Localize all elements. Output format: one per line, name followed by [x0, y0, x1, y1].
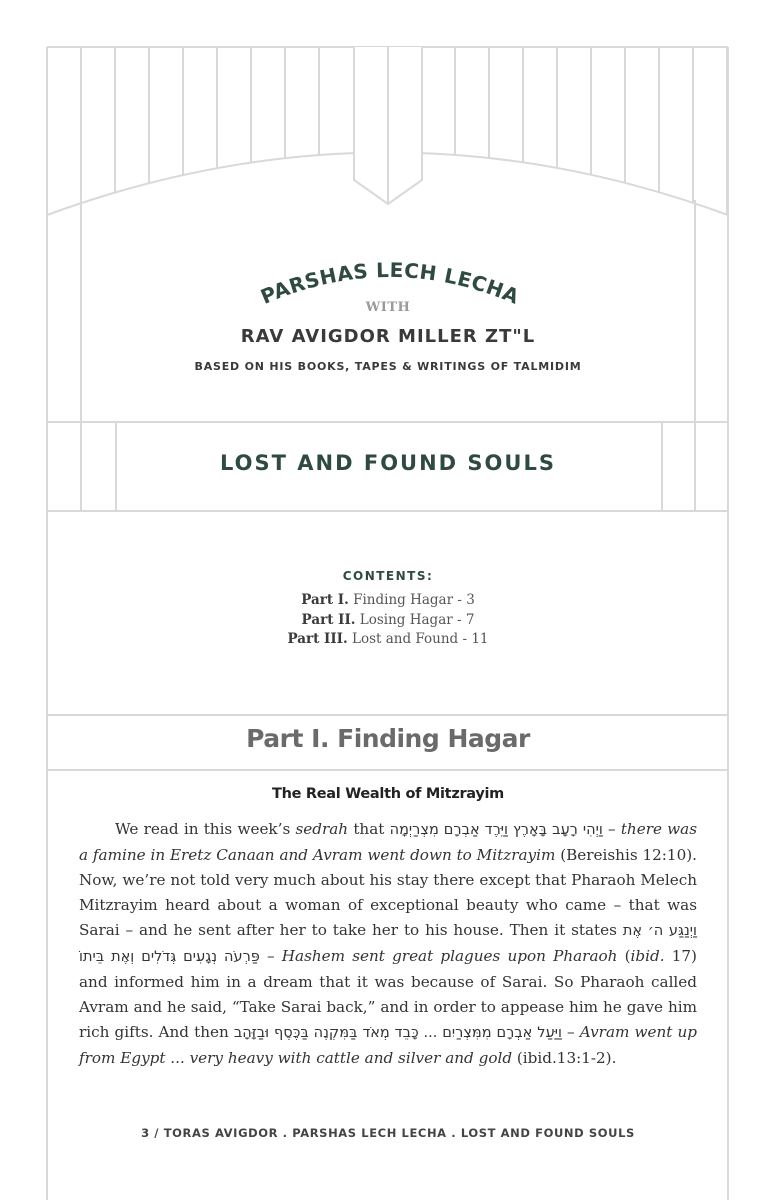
toc-name: Lost and Found: [351, 631, 459, 647]
toc-page: 11: [471, 631, 489, 647]
parsha-title: PARSHAS LECH LECHA: [257, 257, 523, 309]
section-subheading: The Real Wealth of Mitzrayim: [272, 786, 504, 802]
part-heading: Part I. Finding Hagar: [246, 724, 530, 753]
toc-name: Finding Hagar: [353, 592, 454, 608]
toc-part: Part II.: [301, 611, 356, 628]
toc-page: 7: [465, 611, 475, 628]
toc-part: Part I.: [301, 592, 349, 608]
with-label: WITH: [365, 300, 411, 315]
running-footer: 3 / TORAS AVIGDOR . PARSHAS LECH LECHA . LOST AND FOUND SOULS: [141, 1126, 635, 1140]
body-paragraph: We read in this week’s sedrah that וַיְהִי רָעָב בָּאָרֶץ וַיֵּרֶד אַבְרָם מִצְרַיְמָה – there was a famine in Eretz Canaan and Avram went down to Mitzrayim (Bereishis 12:10). Now, we’re not told very much about his stay there except that Pharaoh Melech Mitzrayim heard about a woman of exceptional beauty who came – that was Sarai – and he sent after her to take her to his house. Then it states וַיְנַגַּע ה׳ אֶת פַּרְעֹה נְגָעִים גְּדֹלִים וְאֶת בֵּיתוֹ – Hashem sent great plagues upon Pharaoh (ibid. 17) and informed him in a dream that it was because of Sarai. So Pharaoh called Avram and he said, “Take Sarai back,” and in order to appease him he gave him rich gifts. And then וַיַּעַל אַבְרָם מִמִּצְרַיִם ... כָּבֵד מְאֹד בַּמִּקְנֶה בַּכֶּסֶף וּבַזָּהָב – Avram went up from Egypt ... very heavy with cattle and silver and gold (ibid.13:1-2).: [79, 820, 698, 1067]
toc-name: Losing Hagar: [359, 611, 453, 628]
article-title: LOST AND FOUND SOULS: [220, 451, 556, 475]
rav-name: RAV AVIGDOR MILLER ZT"L: [240, 326, 536, 347]
table-of-contents: [0, 591, 776, 650]
hebrew-quote: וַיְנַגַּע ה׳ אֶת פַּרְעֹה נְגָעִים גְּדֹלִים וְאֶת בֵּיתוֹ: [79, 923, 697, 965]
hebrew-quote: וַיְהִי רָעָב בָּאָרֶץ וַיֵּרֶד אַבְרָם מִצְרַיְמָה: [389, 822, 603, 838]
toc-item[interactable]: Part II. Losing Hagar - 7: [301, 611, 475, 628]
based-on-line: BASED ON HIS BOOKS, TAPES & WRITINGS OF TALMIDIM: [194, 360, 582, 373]
toc-item[interactable]: Part I. Finding Hagar - 3: [301, 592, 475, 608]
contents-label: CONTENTS:: [342, 569, 434, 583]
toc-part: Part III.: [287, 631, 348, 647]
toc-item[interactable]: Part III. Lost and Found - 11: [287, 631, 489, 647]
toc-page: 3: [466, 592, 475, 608]
hebrew-quote: וַיַּעַל אַבְרָם מִמִּצְרַיִם ... כָּבֵד מְאֹד בַּמִּקְנֶה בַּכֶּסֶף וּבַזָּהָב: [233, 1025, 562, 1041]
